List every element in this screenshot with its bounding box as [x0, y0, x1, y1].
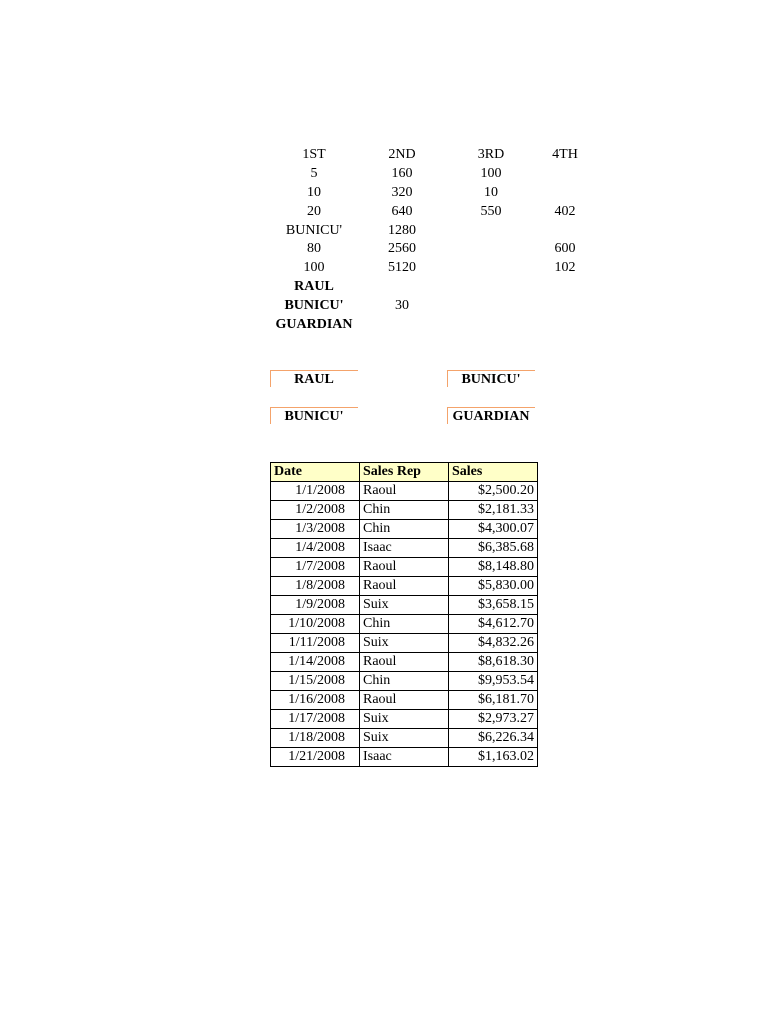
grid-cell: 600	[554, 241, 576, 256]
grid-bunicu-value: 30	[395, 298, 409, 313]
sales-rep-cell: Chin	[360, 501, 449, 520]
grid-cell: 5	[310, 166, 318, 181]
sales-amount-cell: $2,181.33	[449, 501, 538, 520]
sales-amount-cell: $4,612.70	[449, 615, 538, 634]
grid-cell: 1280	[388, 223, 416, 238]
grid-cell	[447, 258, 535, 277]
grid-cell: 320	[391, 185, 413, 200]
sales-rep-cell: Raoul	[360, 482, 449, 501]
sales-table	[270, 462, 538, 767]
grid-header-2nd: 2ND	[388, 147, 416, 162]
sales-rep-cell: Suix	[360, 729, 449, 748]
sales-rep-cell: Raoul	[360, 577, 449, 596]
sales-rep-cell: Suix	[360, 634, 449, 653]
table-row	[271, 482, 538, 501]
sales-amount-cell: $4,832.26	[449, 634, 538, 653]
grid-cell: 2560	[388, 241, 416, 256]
date-cell: 1/16/2008	[271, 691, 360, 710]
sales-amount-cell: $4,300.07	[449, 520, 538, 539]
grid-cell: 10	[484, 185, 498, 200]
sales-amount-cell: $6,226.34	[449, 729, 538, 748]
tag-bunicu-top	[447, 370, 535, 389]
sales-rep-cell: Raoul	[360, 691, 449, 710]
sales-amount-cell: $2,973.27	[449, 710, 538, 729]
table-row	[271, 710, 538, 729]
table-row	[271, 691, 538, 710]
date-cell: 1/9/2008	[271, 596, 360, 615]
sales-rep-cell: Isaac	[360, 539, 449, 558]
grid-cell	[535, 221, 595, 240]
sales-amount-cell: $2,500.20	[449, 482, 538, 501]
date-cell: 1/1/2008	[271, 482, 360, 501]
table-row	[271, 558, 538, 577]
sales-amount-cell: $5,830.00	[449, 577, 538, 596]
grid-cell	[535, 164, 595, 183]
date-cell: 1/3/2008	[271, 520, 360, 539]
grid-cell	[447, 221, 535, 240]
sales-amount-cell: $6,181.70	[449, 691, 538, 710]
grid-cell	[535, 183, 595, 202]
date-cell: 1/8/2008	[271, 577, 360, 596]
grid-cell: 100	[480, 166, 502, 181]
table-row	[271, 596, 538, 615]
grid-cell: 160	[391, 166, 413, 181]
column-header-sales-rep: Sales Rep	[360, 463, 449, 482]
tag-bunicu-bottom-text: BUNICU'	[284, 409, 344, 424]
sales-rep-cell: Suix	[360, 596, 449, 615]
table-row	[271, 577, 538, 596]
sales-amount-cell: $9,953.54	[449, 672, 538, 691]
sales-rep-cell: Chin	[360, 615, 449, 634]
date-cell: 1/7/2008	[271, 558, 360, 577]
table-row	[271, 672, 538, 691]
grid-cell: 550	[480, 204, 502, 219]
tag-guardian	[447, 407, 535, 426]
date-cell: 1/14/2008	[271, 653, 360, 672]
grid-cell: 5120	[388, 260, 416, 275]
tag-bunicu-bottom	[270, 407, 358, 426]
sales-amount-cell: $8,618.30	[449, 653, 538, 672]
table-row	[271, 539, 538, 558]
sales-rep-cell: Raoul	[360, 653, 449, 672]
grid-cell: 100	[303, 260, 325, 275]
sales-rep-cell: Chin	[360, 520, 449, 539]
grid-label-guardian: GUARDIAN	[275, 317, 353, 332]
sales-amount-cell: $1,163.02	[449, 748, 538, 767]
grid-cell	[447, 239, 535, 258]
table-row	[271, 634, 538, 653]
sales-amount-cell: $6,385.68	[449, 539, 538, 558]
date-cell: 1/21/2008	[271, 748, 360, 767]
grid-header-3rd: 3RD	[477, 147, 505, 162]
table-row	[271, 501, 538, 520]
table-row	[271, 615, 538, 634]
sales-table-header-row	[271, 463, 538, 482]
date-cell: 1/15/2008	[271, 672, 360, 691]
tag-raul	[270, 370, 358, 389]
tag-raul-text: RAUL	[294, 372, 334, 387]
table-row	[271, 729, 538, 748]
table-row	[271, 653, 538, 672]
grid-cell: 20	[307, 204, 321, 219]
grid-cell: 102	[554, 260, 576, 275]
sales-amount-cell: $3,658.15	[449, 596, 538, 615]
grid-cell: 10	[307, 185, 321, 200]
sales-amount-cell: $8,148.80	[449, 558, 538, 577]
grid-cell: BUNICU'	[285, 223, 343, 238]
date-cell: 1/18/2008	[271, 729, 360, 748]
tag-bunicu-top-text: BUNICU'	[461, 372, 521, 387]
grid-label-raul: RAUL	[294, 279, 334, 294]
sales-table-body	[271, 482, 538, 767]
grid-header-1st: 1ST	[302, 147, 326, 162]
column-header-date: Date	[271, 463, 360, 482]
grid-header-4th: 4TH	[552, 147, 578, 162]
grid-cell: 80	[307, 241, 321, 256]
sales-rep-cell: Chin	[360, 672, 449, 691]
sales-rep-cell: Isaac	[360, 748, 449, 767]
date-cell: 1/2/2008	[271, 501, 360, 520]
grid-cell: 640	[391, 204, 413, 219]
sales-rep-cell: Suix	[360, 710, 449, 729]
date-cell: 1/10/2008	[271, 615, 360, 634]
tag-guardian-text: GUARDIAN	[452, 409, 530, 424]
column-header-sales: Sales	[449, 463, 538, 482]
table-row	[271, 520, 538, 539]
date-cell: 1/4/2008	[271, 539, 360, 558]
date-cell: 1/17/2008	[271, 710, 360, 729]
grid-label-bunicu: BUNICU'	[284, 298, 344, 313]
date-cell: 1/11/2008	[271, 634, 360, 653]
sales-rep-cell: Raoul	[360, 558, 449, 577]
table-row	[271, 748, 538, 767]
grid-cell: 402	[554, 204, 576, 219]
